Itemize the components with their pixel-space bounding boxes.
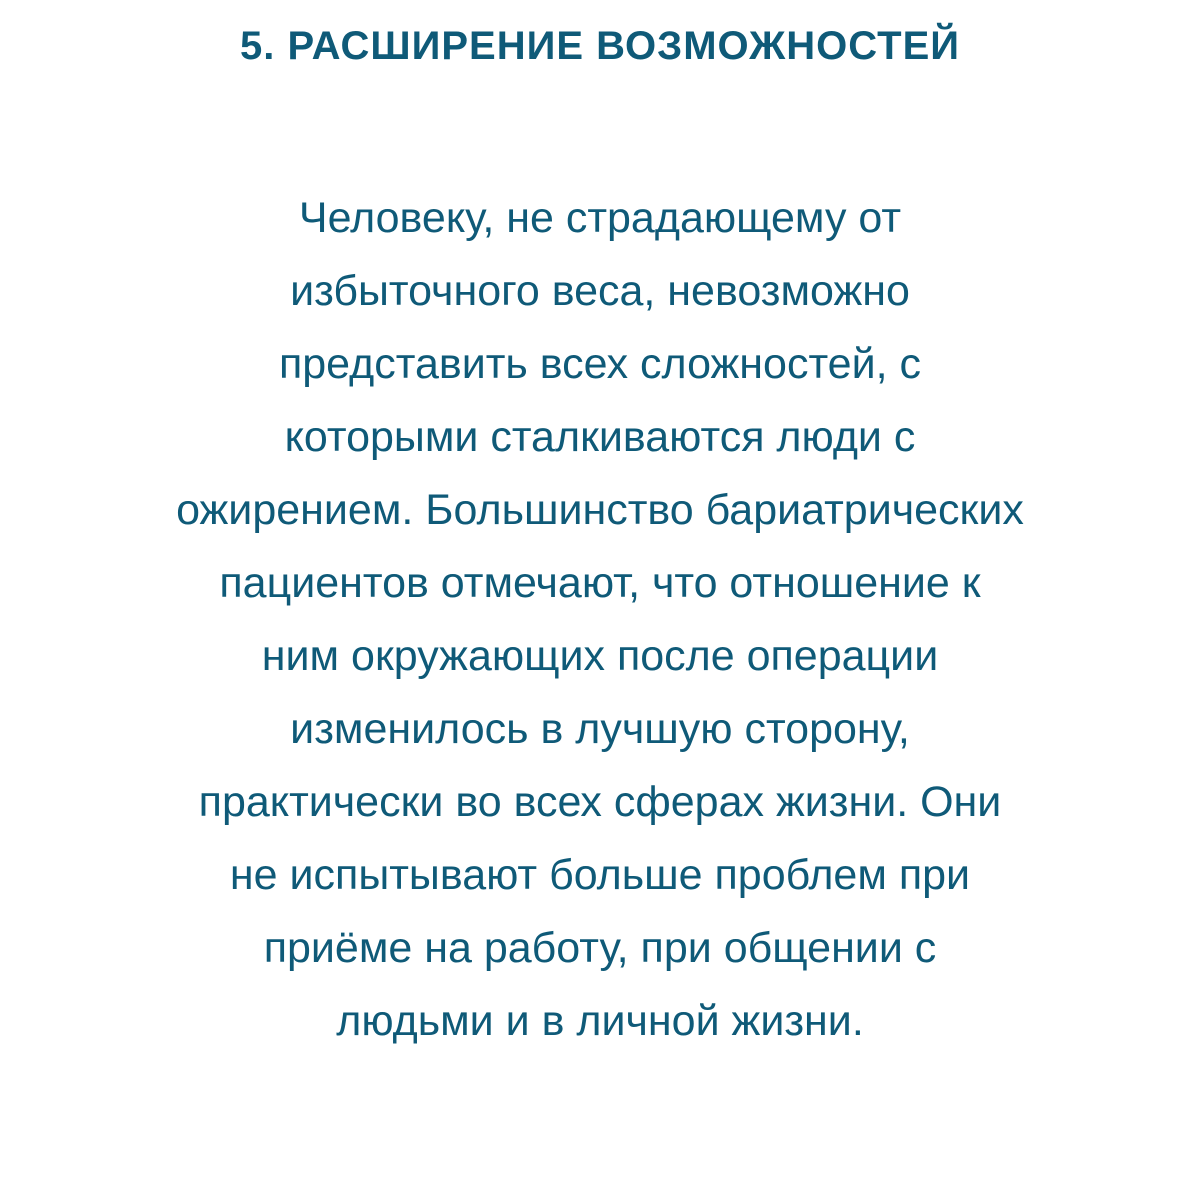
body-line: ним окружающих после операции [261, 632, 939, 680]
body-line: людьми и в личной жизни. [336, 997, 864, 1045]
body-paragraph [0, 182, 1200, 1058]
body-line: представить всех сложностей, с [278, 340, 922, 388]
body-line: не испытывают больше проблем при [229, 851, 971, 899]
body-line: пациентов отмечают, что отношение к [219, 559, 981, 607]
body-line: практически во всех сферах жизни. Они [198, 778, 1002, 826]
body-line: изменилось в лучшую сторону, [290, 705, 910, 753]
section-heading: 5. РАСШИРЕНИЕ ВОЗМОЖНОСТЕЙ [239, 24, 961, 68]
body-line: ожирением. Большинство бариатрических [176, 486, 1024, 534]
body-line: Человеку, не страдающему от [298, 194, 902, 242]
body-line: которыми сталкиваются люди с [284, 413, 916, 461]
body-line: избыточного веса, невозможно [290, 267, 910, 315]
body-line: приёме на работу, при общении с [263, 924, 937, 972]
